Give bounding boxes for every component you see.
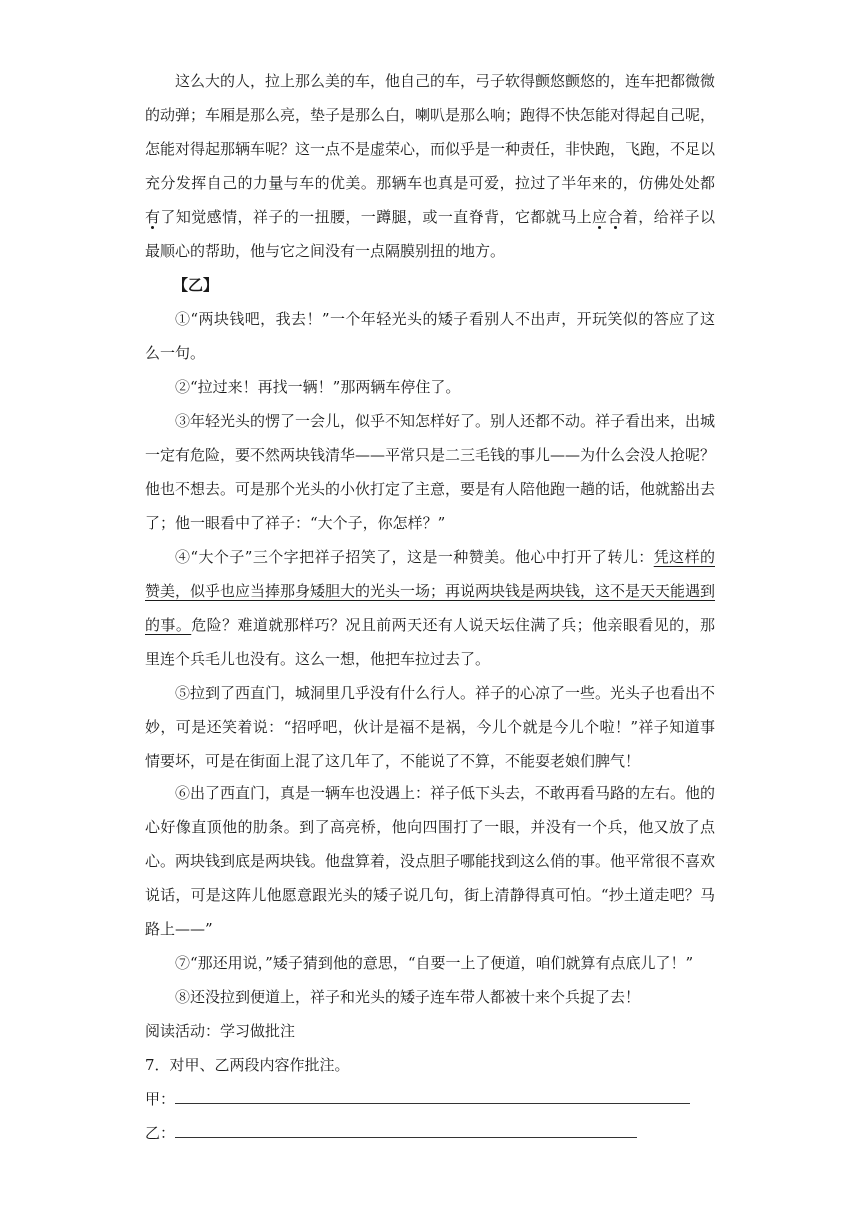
emphasis-char: 应	[592, 208, 608, 226]
section-label-yi: 【乙】	[173, 276, 219, 294]
yi-paragraph-7: ⑦“那还用说，”矮子猜到他的意思，“自要一上了便道，咱们就算有点底儿了！”	[175, 954, 694, 972]
yi-paragraph-5: ⑤拉到了西直门，城洞里几乎没有什么行人。祥子的心凉了一些。光头子也看出不妙，可是还笑着说：“招呼吧，伙计是福不是祸，今儿个就是今儿个啦！”祥子知道事情要坏，可是在街面上混了这几年了，不能说了不算，不能耍老娘们脾气！	[145, 684, 716, 770]
yi-paragraph-3: ③年轻光头的愣了一会儿，似乎不知怎样好了。别人还都不动。祥子看出来，出城一定有危险，要不然两块钱清华——平常只是二三毛钱的事儿——为什么会没人抢呢？他也不想去。可是那个光头的小伙打定了主意，要是有人陪他跑一趟的话，他就豁出去了；他一眼看中了祥子：“大个子，你怎样？”	[145, 412, 716, 532]
question-7: 7．对甲、乙两段内容作批注。	[145, 1056, 350, 1074]
yi-paragraph-6: ⑥出了西直门，真是一辆车也没遇上：祥子低下头去，不敢再看马路的左右。他的心好像直顶他的肋条。到了高亮桥，他向四围打了一眼，并没有一个兵，他又放了点心。两块钱到底是两块钱。他盘算着，没点胆子哪能找到这么俏的事。他平常很不喜欢说话，可是这阵儿他愿意跟光头的矮子说几句，街上清静得真可怕。“抄土道走吧？马路上——”	[145, 784, 716, 938]
answer-yi-blank[interactable]	[175, 1137, 637, 1138]
emphasis-char: 合	[607, 208, 623, 226]
answer-jia-blank[interactable]	[175, 1103, 690, 1104]
yi-paragraph-8: ⑧还没拉到便道上，祥子和光头的矮子连车带人都被十来个兵捉了去！	[175, 988, 641, 1006]
yi-paragraph-4: ④“大个子”三个字把祥子招笑了，这是一种赞美。他心中打开了转儿：凭这样的赞美，似乎也应当捧那身矮胆大的光头一场；再说两块钱是两块钱，这不是天天能遇到的事。危险？难道就那样巧？况且前两天还有人说天坛住满了兵；他亲眼看见的，那里连个兵毛儿也没有。这么一想，他把车拉过去了。	[145, 548, 716, 668]
passage-jia-paragraph: 这么大的人，拉上那么美的车，他自己的车，弓子软得颤悠颤悠的，连车把都微微的动弹；车厢是那么亮，垫子是那么白，喇叭是那么响；跑得不快怎能对得起自己呢，怎能对得起那辆车呢？这一点不是虚荣心，而似乎是一种责任，非快跑，飞跑，不足以充分发挥自己的力量与车的优美。那辆车也真是可爱，拉过了半年来的，仿佛处处都有了知觉感情，祥子的一扭腰，一蹲腿，或一直脊背，它都就马上应合着，给祥子以最顺心的帮助，他与它之间没有一点隔膜别扭的地方。	[145, 72, 716, 260]
answer-yi-label: 乙：	[145, 1124, 176, 1142]
underlined-sentence: 凭这样的赞美，似乎也应当捧那身矮胆大的光头一场；再说两块钱是两块钱，这不是天天能遇到的事。	[145, 548, 716, 634]
answer-jia-label: 甲：	[145, 1090, 176, 1108]
reading-activity: 阅读活动：学习做批注	[145, 1022, 296, 1040]
emphasis-char: 有	[145, 208, 161, 226]
yi-paragraph-2: ②“拉过来！再找一辆！”那两辆车停住了。	[175, 378, 461, 396]
yi-paragraph-1: ①“两块钱吧，我去！”一个年轻光头的矮子看别人不出声，开玩笑似的答应了这么一句。	[145, 310, 715, 362]
